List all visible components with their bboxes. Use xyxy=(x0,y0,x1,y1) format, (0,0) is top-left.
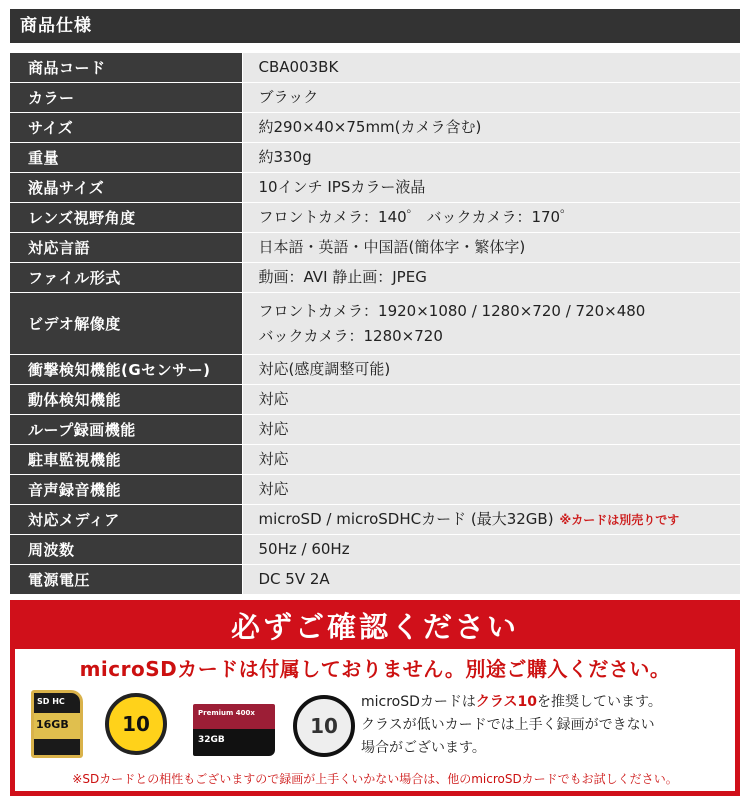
spec-value-line: 動画：AVI 静止画：JPEG xyxy=(258,268,427,286)
spec-value-line: 10インチ IPSカラー液晶 xyxy=(258,178,426,196)
spec-value-line xyxy=(259,507,741,533)
spec-key: 対応メディア xyxy=(10,505,242,535)
spec-value-line: CBA003BK xyxy=(258,58,339,76)
spec-key: レンズ視野角度 xyxy=(10,203,242,233)
spec-value xyxy=(242,565,740,595)
spec-value xyxy=(242,535,740,565)
spec-key: 対応言語 xyxy=(10,233,242,263)
spec-value xyxy=(242,83,740,113)
spec-value-note: ※カードは別売りです xyxy=(559,512,680,527)
spec-key: 液晶サイズ xyxy=(10,173,242,203)
spec-row xyxy=(10,83,740,113)
spec-table xyxy=(10,52,740,595)
rec-line2: クラスが低いカードでは上手く録画ができない xyxy=(361,717,655,733)
spec-key: 動体検知機能 xyxy=(10,385,242,415)
sd-card-image xyxy=(31,690,83,758)
spec-row xyxy=(10,53,740,83)
spec-value-line: 対応 xyxy=(258,390,289,408)
spec-key: 周波数 xyxy=(10,535,242,565)
spec-value-line: フロントカメラ：1920×1080 / 1280×720 / 720×480 xyxy=(258,301,646,320)
spec-value-line: DC 5V 2A xyxy=(258,570,330,588)
spec-value-line: バックカメラ：1280×720 xyxy=(258,326,443,345)
spec-value-line: 日本語・英語・中国語(簡体字・繁体字) xyxy=(258,238,526,256)
spec-row xyxy=(10,355,740,385)
spec-key: 商品コード xyxy=(10,53,242,83)
class10-badge-dark-icon: 10 xyxy=(293,695,355,757)
spec-value xyxy=(242,113,740,143)
spec-row xyxy=(10,505,740,535)
spec-value xyxy=(242,203,740,233)
spec-row xyxy=(10,475,740,505)
spec-value xyxy=(242,355,740,385)
rec-suffix: を推奨しています。 xyxy=(536,694,662,710)
spec-value xyxy=(242,293,740,355)
spec-row xyxy=(10,113,740,143)
spec-row xyxy=(10,263,740,293)
notice-body xyxy=(15,649,735,791)
spec-value-line: 対応 xyxy=(258,480,289,498)
recommendation-text xyxy=(361,691,731,760)
rec-class: クラス10 xyxy=(475,694,537,710)
spec-row xyxy=(10,415,740,445)
notice-box xyxy=(10,600,740,796)
spec-key: カラー xyxy=(10,83,242,113)
spec-row xyxy=(10,173,740,203)
spec-row xyxy=(10,233,740,263)
spec-key: ファイル形式 xyxy=(10,263,242,293)
spec-key: ループ録画機能 xyxy=(10,415,242,445)
microsd-card-brand: Premium 400x xyxy=(198,709,255,717)
spec-key: 重量 xyxy=(10,143,242,173)
spec-value xyxy=(242,415,740,445)
spec-value xyxy=(242,505,740,535)
microsd-card-capacity: 32GB xyxy=(198,735,225,745)
spec-value xyxy=(242,445,740,475)
spec-row xyxy=(10,293,740,355)
section-title: 商品仕様 xyxy=(10,9,740,43)
sd-card-label: SD HC xyxy=(37,697,65,706)
spec-value-line: フロントカメラ：140゜ バックカメラ：170゜ xyxy=(258,208,576,226)
spec-value-line: 約330g xyxy=(258,148,312,166)
notice-title: 必ずご確認ください xyxy=(230,610,519,644)
spec-row xyxy=(10,535,740,565)
spec-row xyxy=(10,203,740,233)
spec-value-line: ブラック xyxy=(258,88,319,106)
spec-key: 電源電圧 xyxy=(10,565,242,595)
sd-card-capacity: 16GB xyxy=(36,718,69,731)
spec-row xyxy=(10,565,740,595)
spec-key: ビデオ解像度 xyxy=(10,293,242,355)
notice-headline: microSDカードは付属しておりません。別途ご購入ください。 xyxy=(79,657,671,681)
spec-key: サイズ xyxy=(10,113,242,143)
spec-value-line: 対応(感度調整可能) xyxy=(258,360,391,378)
microsd-card-image xyxy=(193,704,275,756)
spec-value xyxy=(242,143,740,173)
spec-value xyxy=(242,233,740,263)
spec-value xyxy=(242,475,740,505)
bottom-note: ※SDカードとの相性もございますので録画が上手くいかない場合は、他のmicroSDカードでもお試しください。 xyxy=(72,772,678,786)
spec-value xyxy=(242,263,740,293)
spec-key: 音声録音機能 xyxy=(10,475,242,505)
spec-value-line: 50Hz / 60Hz xyxy=(258,540,350,558)
rec-prefix: microSDカードは xyxy=(361,694,476,710)
class10-badge-icon: 10 xyxy=(105,693,167,755)
spec-key: 駐車監視機能 xyxy=(10,445,242,475)
spec-value-line: 対応 xyxy=(258,450,289,468)
spec-value xyxy=(242,53,740,83)
spec-key: 衝撃検知機能(Gセンサー) xyxy=(10,355,242,385)
spec-row xyxy=(10,445,740,475)
spec-value-line: 約290×40×75mm(カメラ含む) xyxy=(258,118,482,136)
spec-row xyxy=(10,143,740,173)
spec-value-line: 対応 xyxy=(258,420,289,438)
spec-value-text: microSD / microSDHCカード (最大32GB) xyxy=(258,509,554,528)
spec-value xyxy=(242,385,740,415)
spec-value xyxy=(242,173,740,203)
spec-row xyxy=(10,385,740,415)
rec-line3: 場合がございます。 xyxy=(361,740,486,756)
